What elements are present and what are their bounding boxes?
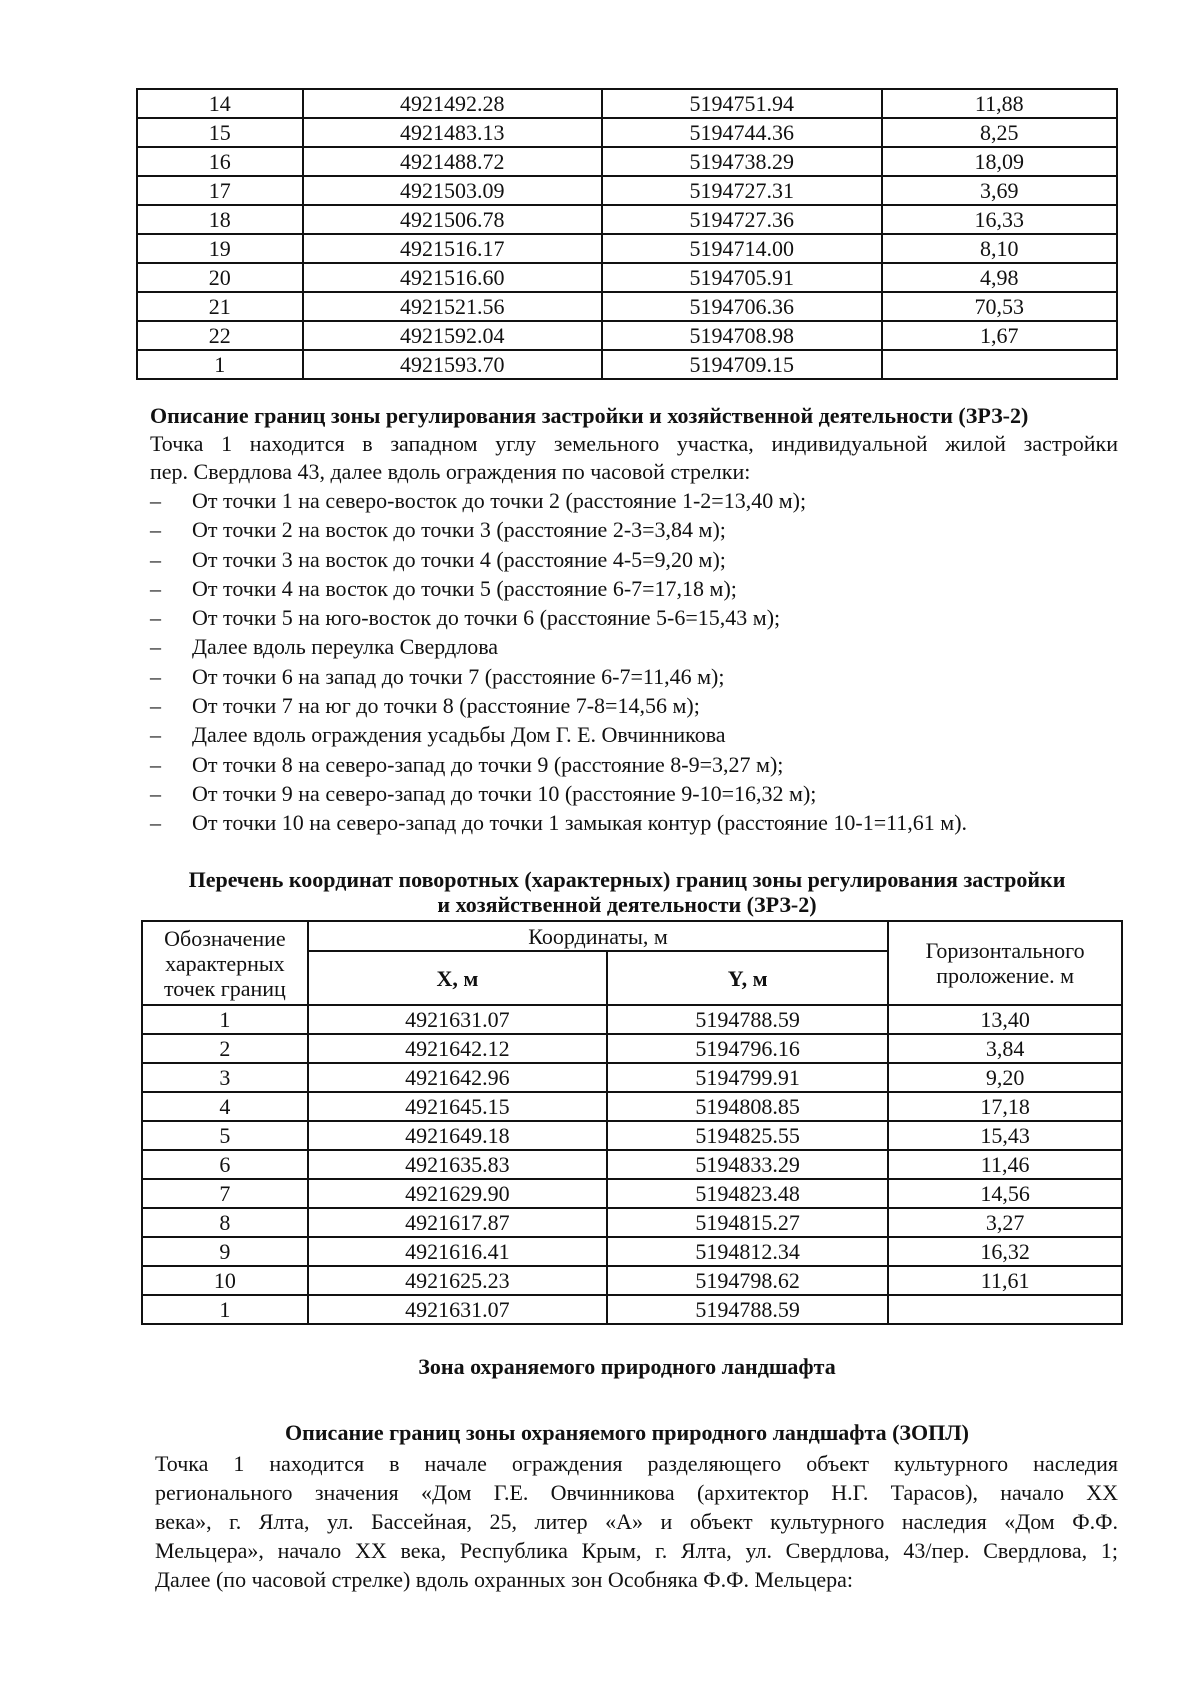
- table-row: [142, 1063, 1122, 1092]
- y-coordinate: 5194796.16: [607, 1034, 888, 1063]
- horizontal-distance: 11,61: [888, 1266, 1122, 1295]
- point-number: 7: [142, 1179, 308, 1208]
- x-coordinate: 4921642.12: [308, 1034, 607, 1063]
- x-header: X, м: [308, 951, 607, 1005]
- table-row: [142, 1150, 1122, 1179]
- x-coordinate: 4921593.70: [303, 350, 602, 379]
- x-coordinate: 4921645.15: [308, 1092, 607, 1121]
- point-number: 8: [142, 1208, 308, 1237]
- list-item: – Далее вдоль ограждения усадьбы Дом Г. Е. Овчинникова: [150, 720, 1118, 749]
- table-row: [142, 1295, 1122, 1324]
- x-coordinate: 4921506.78: [303, 205, 602, 234]
- header-text: Обозначение: [164, 925, 286, 951]
- x-coordinate: 4921631.07: [308, 1005, 607, 1034]
- horizontal-distance: 9,20: [888, 1063, 1122, 1092]
- horizontal-distance: [888, 1295, 1122, 1324]
- y-coordinate: 5194727.31: [602, 176, 881, 205]
- point-number: 18: [137, 205, 303, 234]
- coordinates-table-continued: [136, 88, 1118, 380]
- coordinates-list-title: [136, 866, 1118, 916]
- horizontal-distance: 14,56: [888, 1179, 1122, 1208]
- x-coordinate: 4921516.17: [303, 234, 602, 263]
- x-coordinate: 4921516.60: [303, 263, 602, 292]
- list-item: – От точки 8 на северо-запад до точки 9 (расстояние 8-9=3,27 м);: [150, 750, 1118, 779]
- y-coordinate: 5194709.15: [602, 350, 881, 379]
- point-number: 10: [142, 1266, 308, 1295]
- horizontal-distance: 3,69: [882, 176, 1118, 205]
- x-coordinate: 4921492.28: [303, 89, 602, 118]
- list-item: – От точки 9 на северо-запад до точки 10 (расстояние 9-10=16,32 м);: [150, 779, 1118, 808]
- paragraph-line: века», г. Ялта, ул. Бассейная, 25, литер «А» и объект культурного наследия «Дом Ф.Ф.: [155, 1509, 1118, 1534]
- table-row: [137, 205, 1117, 234]
- x-coordinate: 4921592.04: [303, 321, 602, 350]
- x-coordinate: 4921616.41: [308, 1237, 607, 1266]
- y-coordinate: 5194825.55: [607, 1121, 888, 1150]
- table-row: [142, 1208, 1122, 1237]
- point-number: 17: [137, 176, 303, 205]
- horizontal-distance: 8,10: [882, 234, 1118, 263]
- list-item: – От точки 10 на северо-запад до точки 1 замыкая контур (расстояние 10-1=11,61 м).: [150, 808, 1118, 837]
- x-coordinate: 4921488.72: [303, 147, 602, 176]
- horizontal-distance: 11,46: [888, 1150, 1122, 1179]
- x-coordinate: 4921483.13: [303, 118, 602, 147]
- zopl-description: [155, 1449, 1118, 1594]
- point-number: 9: [142, 1237, 308, 1266]
- point-number: 20: [137, 263, 303, 292]
- y-coordinate: 5194727.36: [602, 205, 881, 234]
- point-number: 4: [142, 1092, 308, 1121]
- table-row: [137, 292, 1117, 321]
- x-coordinate: 4921625.23: [308, 1266, 607, 1295]
- point-number: 15: [137, 118, 303, 147]
- horizontal-header: [888, 921, 1122, 1005]
- boundary-steps-list: [150, 486, 1118, 838]
- y-coordinate: 5194833.29: [607, 1150, 888, 1179]
- section-title: Описание границ зоны регулирования застройки и хозяйственной деятельности (ЗРЗ-2): [150, 403, 1029, 428]
- header-text: характерных: [165, 950, 285, 976]
- coordinates-header: Координаты, м: [308, 921, 888, 951]
- header-text: проложение. м: [936, 963, 1075, 988]
- y-coordinate: 5194751.94: [602, 89, 881, 118]
- intro-line: Точка 1 находится в западном углу земельного участка, индивидуальной жилой застройки: [150, 431, 1118, 456]
- horizontal-distance: 11,88: [882, 89, 1118, 118]
- horizontal-distance: 8,25: [882, 118, 1118, 147]
- point-number: 19: [137, 234, 303, 263]
- table-row: [142, 1266, 1122, 1295]
- point-number: 1: [142, 1005, 308, 1034]
- table-row: [137, 234, 1117, 263]
- paragraph-line: регионального значения «Дом Г.Е. Овчинникова (архитектор Н.Г. Тарасов), начало XX: [155, 1480, 1118, 1505]
- zrz2-description: [150, 402, 1118, 486]
- point-number: 2: [142, 1034, 308, 1063]
- x-coordinate: 4921521.56: [303, 292, 602, 321]
- y-header: Y, м: [607, 951, 888, 1005]
- y-coordinate: 5194788.59: [607, 1295, 888, 1324]
- horizontal-distance: 17,18: [888, 1092, 1122, 1121]
- horizontal-distance: [882, 350, 1118, 379]
- list-item: – От точки 7 на юг до точки 8 (расстояние 7-8=14,56 м);: [150, 691, 1118, 720]
- horizontal-distance: 15,43: [888, 1121, 1122, 1150]
- designation-header: [142, 921, 308, 1005]
- table-row: [137, 118, 1117, 147]
- header-text: Горизонтального: [925, 938, 1085, 963]
- zopl-description-title: Описание границ зоны охраняемого природного ландшафта (ЗОПЛ): [285, 1420, 969, 1445]
- table-row: [142, 1179, 1122, 1208]
- point-number: 16: [137, 147, 303, 176]
- table-row: [137, 89, 1117, 118]
- paragraph-line: Мельцера», начало XX века, Республика Крым, г. Ялта, ул. Свердлова, 43/пер. Свердлова, 1;: [155, 1538, 1118, 1563]
- point-number: 1: [137, 350, 303, 379]
- title-line: и хозяйственной деятельности (ЗРЗ-2): [437, 892, 817, 917]
- table-row: [142, 1237, 1122, 1266]
- y-coordinate: 5194823.48: [607, 1179, 888, 1208]
- table-row: [137, 350, 1117, 379]
- x-coordinate: 4921649.18: [308, 1121, 607, 1150]
- y-coordinate: 5194808.85: [607, 1092, 888, 1121]
- table-row: [142, 1005, 1122, 1034]
- point-number: 5: [142, 1121, 308, 1150]
- point-number: 6: [142, 1150, 308, 1179]
- y-coordinate: 5194744.36: [602, 118, 881, 147]
- horizontal-distance: 3,27: [888, 1208, 1122, 1237]
- paragraph-line: Точка 1 находится в начале ограждения разделяющего объект культурного наследия: [155, 1451, 1118, 1476]
- list-item: – От точки 4 на восток до точки 5 (расстояние 6-7=17,18 м);: [150, 574, 1118, 603]
- table-row: [142, 1092, 1122, 1121]
- paragraph-line: Далее (по часовой стрелке) вдоль охранных зон Особняка Ф.Ф. Мельцера:: [155, 1567, 854, 1592]
- horizontal-distance: 16,32: [888, 1237, 1122, 1266]
- table-row: [142, 1034, 1122, 1063]
- point-number: 3: [142, 1063, 308, 1092]
- horizontal-distance: 1,67: [882, 321, 1118, 350]
- intro-line: пер. Свердлова 43, далее вдоль ограждения по часовой стрелки:: [150, 459, 751, 484]
- list-item: – Далее вдоль переулка Свердлова: [150, 632, 1118, 661]
- list-item: – От точки 1 на северо-восток до точки 2 (расстояние 1-2=13,40 м);: [150, 486, 1118, 515]
- list-item: – От точки 5 на юго-восток до точки 6 (расстояние 5-6=15,43 м);: [150, 603, 1118, 632]
- point-number: 1: [142, 1295, 308, 1324]
- x-coordinate: 4921642.96: [308, 1063, 607, 1092]
- x-coordinate: 4921617.87: [308, 1208, 607, 1237]
- point-number: 21: [137, 292, 303, 321]
- x-coordinate: 4921629.90: [308, 1179, 607, 1208]
- y-coordinate: 5194705.91: [602, 263, 881, 292]
- table-row: [142, 1121, 1122, 1150]
- zrz2-coordinates-table: [141, 920, 1123, 1325]
- y-coordinate: 5194798.62: [607, 1266, 888, 1295]
- table-row: [137, 147, 1117, 176]
- list-item: – От точки 3 на восток до точки 4 (расстояние 4-5=9,20 м);: [150, 545, 1118, 574]
- horizontal-distance: 13,40: [888, 1005, 1122, 1034]
- x-coordinate: 4921635.83: [308, 1150, 607, 1179]
- y-coordinate: 5194788.59: [607, 1005, 888, 1034]
- horizontal-distance: 3,84: [888, 1034, 1122, 1063]
- horizontal-distance: 16,33: [882, 205, 1118, 234]
- header-text: точек границ: [163, 975, 286, 1001]
- zopl-heading: Зона охраняемого природного ландшафта: [418, 1354, 836, 1379]
- y-coordinate: 5194812.34: [607, 1237, 888, 1266]
- y-coordinate: 5194738.29: [602, 147, 881, 176]
- y-coordinate: 5194706.36: [602, 292, 881, 321]
- x-coordinate: 4921631.07: [308, 1295, 607, 1324]
- table-row: [137, 321, 1117, 350]
- x-coordinate: 4921503.09: [303, 176, 602, 205]
- y-coordinate: 5194714.00: [602, 234, 881, 263]
- horizontal-distance: 4,98: [882, 263, 1118, 292]
- point-number: 22: [137, 321, 303, 350]
- y-coordinate: 5194799.91: [607, 1063, 888, 1092]
- horizontal-distance: 18,09: [882, 147, 1118, 176]
- header-row: [142, 921, 1122, 951]
- list-item: – От точки 2 на восток до точки 3 (расстояние 2-3=3,84 м);: [150, 515, 1118, 544]
- y-coordinate: 5194708.98: [602, 321, 881, 350]
- table-row: [137, 176, 1117, 205]
- horizontal-distance: 70,53: [882, 292, 1118, 321]
- list-item: – От точки 6 на запад до точки 7 (расстояние 6-7=11,46 м);: [150, 662, 1118, 691]
- point-number: 14: [137, 89, 303, 118]
- table-row: [137, 263, 1117, 292]
- title-line: Перечень координат поворотных (характерных) границ зоны регулирования застройки: [188, 867, 1066, 892]
- y-coordinate: 5194815.27: [607, 1208, 888, 1237]
